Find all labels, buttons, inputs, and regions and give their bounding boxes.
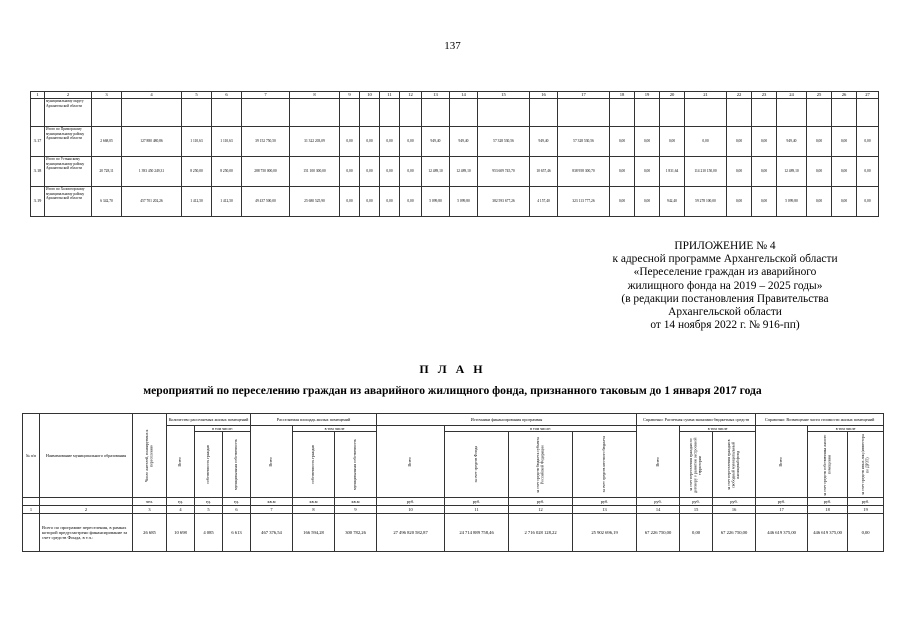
row-value: 39 152 750,50 [242, 127, 290, 157]
row-value: 0,00 [380, 157, 400, 187]
row-value: 12 489,10 [777, 157, 807, 187]
row-value: 12 489,10 [450, 157, 478, 187]
column-number: 16 [713, 506, 756, 514]
finance-total-header: Всего [377, 426, 445, 498]
plan-table [22, 413, 884, 552]
table-row [31, 99, 879, 127]
row-value: 31 322 203,09 [290, 127, 340, 157]
column-number: 6 [223, 506, 251, 514]
row-value [530, 99, 558, 127]
row-value: 0,00 [727, 157, 752, 187]
appendix-line: от 14 ноября 2022 г. № 916-пп) [650, 319, 800, 332]
row-value: 949,40 [450, 127, 478, 157]
finance-fund-header: за счет средств Фонда [445, 432, 509, 498]
row-value: 0,00 [857, 187, 879, 217]
row-value [212, 99, 242, 127]
appendix-line: «Переселение граждан из аварийного [633, 266, 817, 279]
row-value: 0,00 [857, 157, 879, 187]
incl-label: в том числе: [445, 426, 637, 432]
column-number: 21 [685, 92, 727, 99]
row-value [727, 99, 752, 127]
column-number: 8 [293, 506, 335, 514]
group-finance-header: Источники финансирования программы [377, 414, 637, 426]
incl-label: в том числе [293, 426, 377, 432]
column-number: 5 [195, 506, 223, 514]
column-number: 8 [290, 92, 340, 99]
row-value: 1 412,50 [182, 187, 212, 217]
total-value: 67 226 750,00 [637, 514, 680, 552]
row-value: 288 750 000,00 [242, 157, 290, 187]
row-name: Итого по Приморскому муниципальному району Архангельской области [45, 127, 92, 157]
row-value: 949,40 [530, 127, 558, 157]
total-value: 10 698 [167, 514, 195, 552]
total-value: 0,00 [848, 514, 884, 552]
area-own-header: собственность граждан [293, 432, 335, 498]
row-value: 0,00 [635, 127, 660, 157]
row-value [340, 99, 360, 127]
row-value: 0,00 [832, 187, 857, 217]
total-value: 67 226 750,00 [713, 514, 756, 552]
unit-label: руб. [756, 498, 808, 506]
savings-drzt-header: за счет переселения граждан по договору о развитии застроенной территории [680, 432, 713, 498]
row-value: 49 437 500,00 [242, 187, 290, 217]
row-value [558, 99, 610, 127]
row-value [832, 99, 857, 127]
column-number: 1 [23, 506, 40, 514]
column-number: 15 [478, 92, 530, 99]
row-value [450, 99, 478, 127]
total-value: 300 782,26 [335, 514, 377, 552]
row-value [380, 99, 400, 127]
column-number: 12 [509, 506, 573, 514]
appendix-block [560, 240, 890, 332]
row-value: 20 728,11 [92, 157, 122, 187]
row-value: 0,00 [807, 187, 832, 217]
row-value: 0,00 [807, 127, 832, 157]
row-value: 0,00 [340, 127, 360, 157]
row-value: 2 668,05 [92, 127, 122, 157]
area-total-header: Всего [251, 426, 293, 498]
plan-subtitle: мероприятий по переселению граждан из аварийного жилищного фонда, признанного таковым до 1 января 2017 года [143, 384, 762, 397]
row-value: 8 250,00 [182, 157, 212, 187]
column-number: 12 [400, 92, 422, 99]
unit-label: руб. [680, 498, 713, 506]
row-value: 0,00 [380, 127, 400, 157]
column-number: 14 [450, 92, 478, 99]
column-number: 22 [727, 92, 752, 99]
table-row [31, 127, 879, 157]
rooms-own-header: собственность граждан [195, 432, 223, 498]
appendix-line: (в редакции постановления Правительства [621, 292, 829, 305]
units-row [23, 498, 884, 506]
row-value: 0,00 [752, 187, 777, 217]
column-number: 4 [122, 92, 182, 99]
column-number: 26 [832, 92, 857, 99]
row-value [752, 99, 777, 127]
column-number: 3 [133, 506, 167, 514]
row-value [422, 99, 450, 127]
row-value: 0,00 [727, 127, 752, 157]
row-value [92, 99, 122, 127]
row-value [400, 99, 422, 127]
column-number: 10 [360, 92, 380, 99]
total-value: 26 685 [133, 514, 167, 552]
row-number [31, 99, 45, 127]
unit-label: руб. [377, 498, 445, 506]
row-value: 0,00 [400, 187, 422, 217]
comp-total-header: Всего [756, 426, 808, 498]
savings-total-header: Всего [637, 426, 680, 498]
row-value [610, 99, 635, 127]
continuation-header-row [31, 92, 879, 99]
row-value: 5 099,80 [777, 187, 807, 217]
row-value: 0,00 [360, 127, 380, 157]
row-value: 1 110,63 [212, 127, 242, 157]
row-value: 382 593 677,26 [478, 187, 530, 217]
row-value: 5 099,80 [422, 187, 450, 217]
row-value: 0,00 [400, 127, 422, 157]
total-value: 0,00 [680, 514, 713, 552]
total-value: 4 085 [195, 514, 223, 552]
row-value [360, 99, 380, 127]
row-value: 12 489,10 [422, 157, 450, 187]
row-value [290, 99, 340, 127]
total-value: 24 714 889 758,46 [445, 514, 509, 552]
column-number: 24 [777, 92, 807, 99]
row-value: 0,00 [832, 127, 857, 157]
unit-label: руб. [573, 498, 637, 506]
unit-label: чел. [133, 498, 167, 506]
col-people-header: Число жителей, планируемых к переселению [133, 414, 167, 498]
savings-free-fund-header: за счет переселения граждан в свободный муниципальный жилищный фонд [713, 432, 756, 498]
row-value: 151 100 300,00 [290, 157, 340, 187]
appendix-line: к адресной программе Архангельской области [612, 253, 838, 266]
unit-label: руб. [848, 498, 884, 506]
column-number: 17 [558, 92, 610, 99]
column-number: 20 [660, 92, 685, 99]
row-value: 0,00 [752, 127, 777, 157]
unit-label: кв.м [293, 498, 335, 506]
column-number: 17 [756, 506, 808, 514]
total-value: 467 376,54 [251, 514, 293, 552]
column-number: 13 [422, 92, 450, 99]
column-numbers-row [23, 506, 884, 514]
continuation-table [30, 91, 879, 217]
unit-label: кв.м [251, 498, 293, 506]
column-number: 11 [445, 506, 509, 514]
row-value: 0,00 [635, 187, 660, 217]
unit-label: руб. [713, 498, 756, 506]
unit-label: руб. [637, 498, 680, 506]
row-number: 3.18 [31, 157, 45, 187]
column-number: 1 [31, 92, 45, 99]
column-number: 11 [380, 92, 400, 99]
row-value: 59 278 100,00 [685, 187, 727, 217]
unit-label: руб. [509, 498, 573, 506]
row-value: 0,00 [610, 187, 635, 217]
row-value: 0,00 [400, 157, 422, 187]
column-number: 19 [848, 506, 884, 514]
row-value: 4 157,40 [530, 187, 558, 217]
column-number: 19 [635, 92, 660, 99]
total-row-name: Всего по программе переселения, в рамках которой предусмотрено финансирование за счет средств Фонда, в т.ч.: [40, 514, 133, 552]
appendix-title: ПРИЛОЖЕНИЕ № 4 [674, 240, 776, 252]
row-value: 5 099,80 [450, 187, 478, 217]
total-value: 25 902 696,19 [573, 514, 637, 552]
column-number: 15 [680, 506, 713, 514]
column-number: 27 [857, 92, 879, 99]
row-value [777, 99, 807, 127]
row-value: 0,00 [685, 127, 727, 157]
row-value: 0,00 [340, 187, 360, 217]
row-name: муниципальному округу Архангельской области [45, 99, 92, 127]
total-value: 166 594,28 [293, 514, 335, 552]
total-value: 6 613 [223, 514, 251, 552]
column-number: 2 [40, 506, 133, 514]
row-value: 10 657,46 [530, 157, 558, 187]
col-name-header: Наименование муниципального образования [40, 414, 133, 498]
group-savings-header: Справочно: Расчетная сумма экономии бюджетных средств [637, 414, 756, 426]
column-number: 10 [377, 506, 445, 514]
column-number: 9 [335, 506, 377, 514]
row-value [242, 99, 290, 127]
row-value: 0,00 [610, 127, 635, 157]
finance-local-header: за счет средств местного бюджета [573, 432, 637, 498]
total-value: 446 619 375,00 [756, 514, 808, 552]
row-number: 3.19 [31, 187, 45, 217]
row-value: 0,00 [360, 157, 380, 187]
column-number: 14 [637, 506, 680, 514]
row-value [635, 99, 660, 127]
row-value: 949,40 [422, 127, 450, 157]
column-number: 7 [242, 92, 290, 99]
row-value: 0,00 [340, 157, 360, 187]
column-number: 2 [45, 92, 92, 99]
group-compensation-header: Справочно: Возмещение части стоимости жилых помещений [756, 414, 884, 426]
row-value [660, 99, 685, 127]
column-number: 13 [573, 506, 637, 514]
comp-owner-header: за счет средств собственника жилого помещения [808, 432, 848, 498]
row-value [807, 99, 832, 127]
row-value: 457 701 202,26 [122, 187, 182, 217]
row-value [478, 99, 530, 127]
row-value [122, 99, 182, 127]
row-value: 1 393 450 249,31 [122, 157, 182, 187]
comp-investor-header: за счет средств иных лиц (инвестора по ДРЗТ) [848, 432, 884, 498]
unit-label: ед. [167, 498, 195, 506]
row-value: 0,00 [635, 157, 660, 187]
table-row [31, 157, 879, 187]
plan-title: П Л А Н [419, 362, 486, 376]
row-value: 0,00 [660, 127, 685, 157]
row-value: 0,00 [727, 187, 752, 217]
column-number: 16 [530, 92, 558, 99]
row-value: 949,40 [777, 127, 807, 157]
incl-label: в том числе: [195, 426, 251, 432]
rooms-municipal-header: муниципальная собственность [223, 432, 251, 498]
row-value: 0,00 [360, 187, 380, 217]
row-value: 57 328 530,56 [558, 127, 610, 157]
unit-label: руб. [445, 498, 509, 506]
row-value: 1 412,50 [212, 187, 242, 217]
column-number: 18 [808, 506, 848, 514]
column-number: 3 [92, 92, 122, 99]
total-value: 27 496 820 582,87 [377, 514, 445, 552]
row-value: 838 958 300,70 [558, 157, 610, 187]
row-value [182, 99, 212, 127]
row-value: 0,00 [380, 187, 400, 217]
row-name: Итого по Устьянскому муниципальному району Архангельской области [45, 157, 92, 187]
row-value: 25 680 525,90 [290, 187, 340, 217]
unit-label: ед. [223, 498, 251, 506]
table-row [31, 187, 879, 217]
row-value: 0,00 [857, 127, 879, 157]
row-value: 0,00 [807, 157, 832, 187]
row-value [685, 99, 727, 127]
finance-subject-header: за счет средств бюджета субъекта Российской Федерации [509, 432, 573, 498]
row-number: 3.17 [31, 127, 45, 157]
row-value: 6 342,70 [92, 187, 122, 217]
page-number: 137 [444, 40, 461, 52]
incl-label: в том числе [680, 426, 756, 432]
row-value: 953 609 745,70 [478, 157, 530, 187]
column-number: 18 [610, 92, 635, 99]
row-value: 942,40 [660, 187, 685, 217]
group-rooms-header: Количество расселяемых жилых помещений [167, 414, 251, 426]
appendix-line: Архангельской области [668, 306, 782, 319]
row-value: 323 113 777,26 [558, 187, 610, 217]
column-number: 4 [167, 506, 195, 514]
row-value: 0,00 [752, 157, 777, 187]
row-value: 0,00 [832, 157, 857, 187]
row-value [857, 99, 879, 127]
column-number: 23 [752, 92, 777, 99]
unit-label: кв.м [335, 498, 377, 506]
total-row [23, 514, 884, 552]
row-value: 8 250,00 [212, 157, 242, 187]
incl-label: в том числе [808, 426, 884, 432]
column-number: 7 [251, 506, 293, 514]
unit-label: ед. [195, 498, 223, 506]
row-value: 1 831,64 [660, 157, 685, 187]
group-area-header: Расселяемая площадь жилых помещений [251, 414, 377, 426]
column-number: 9 [340, 92, 360, 99]
row-value: 127 880 480,86 [122, 127, 182, 157]
total-value: 2 716 028 128,22 [509, 514, 573, 552]
column-number: 25 [807, 92, 832, 99]
total-value: 446 619 375,00 [808, 514, 848, 552]
row-value: 1 110,63 [182, 127, 212, 157]
row-value: 0,00 [610, 157, 635, 187]
row-name: Итого по Холмогорскому муниципальному району Архангельской области [45, 187, 92, 217]
rooms-total-header: Всего [167, 426, 195, 498]
row-value: 57 328 530,56 [478, 127, 530, 157]
appendix-line: жилищного фонда на 2019 – 2025 годы» [627, 279, 823, 292]
column-number: 6 [212, 92, 242, 99]
area-municipal-header: муниципальная собственность [335, 432, 377, 498]
row-value: 114 210 150,00 [685, 157, 727, 187]
unit-label: руб. [808, 498, 848, 506]
column-number: 5 [182, 92, 212, 99]
col-no-header: № п/п [23, 414, 40, 498]
